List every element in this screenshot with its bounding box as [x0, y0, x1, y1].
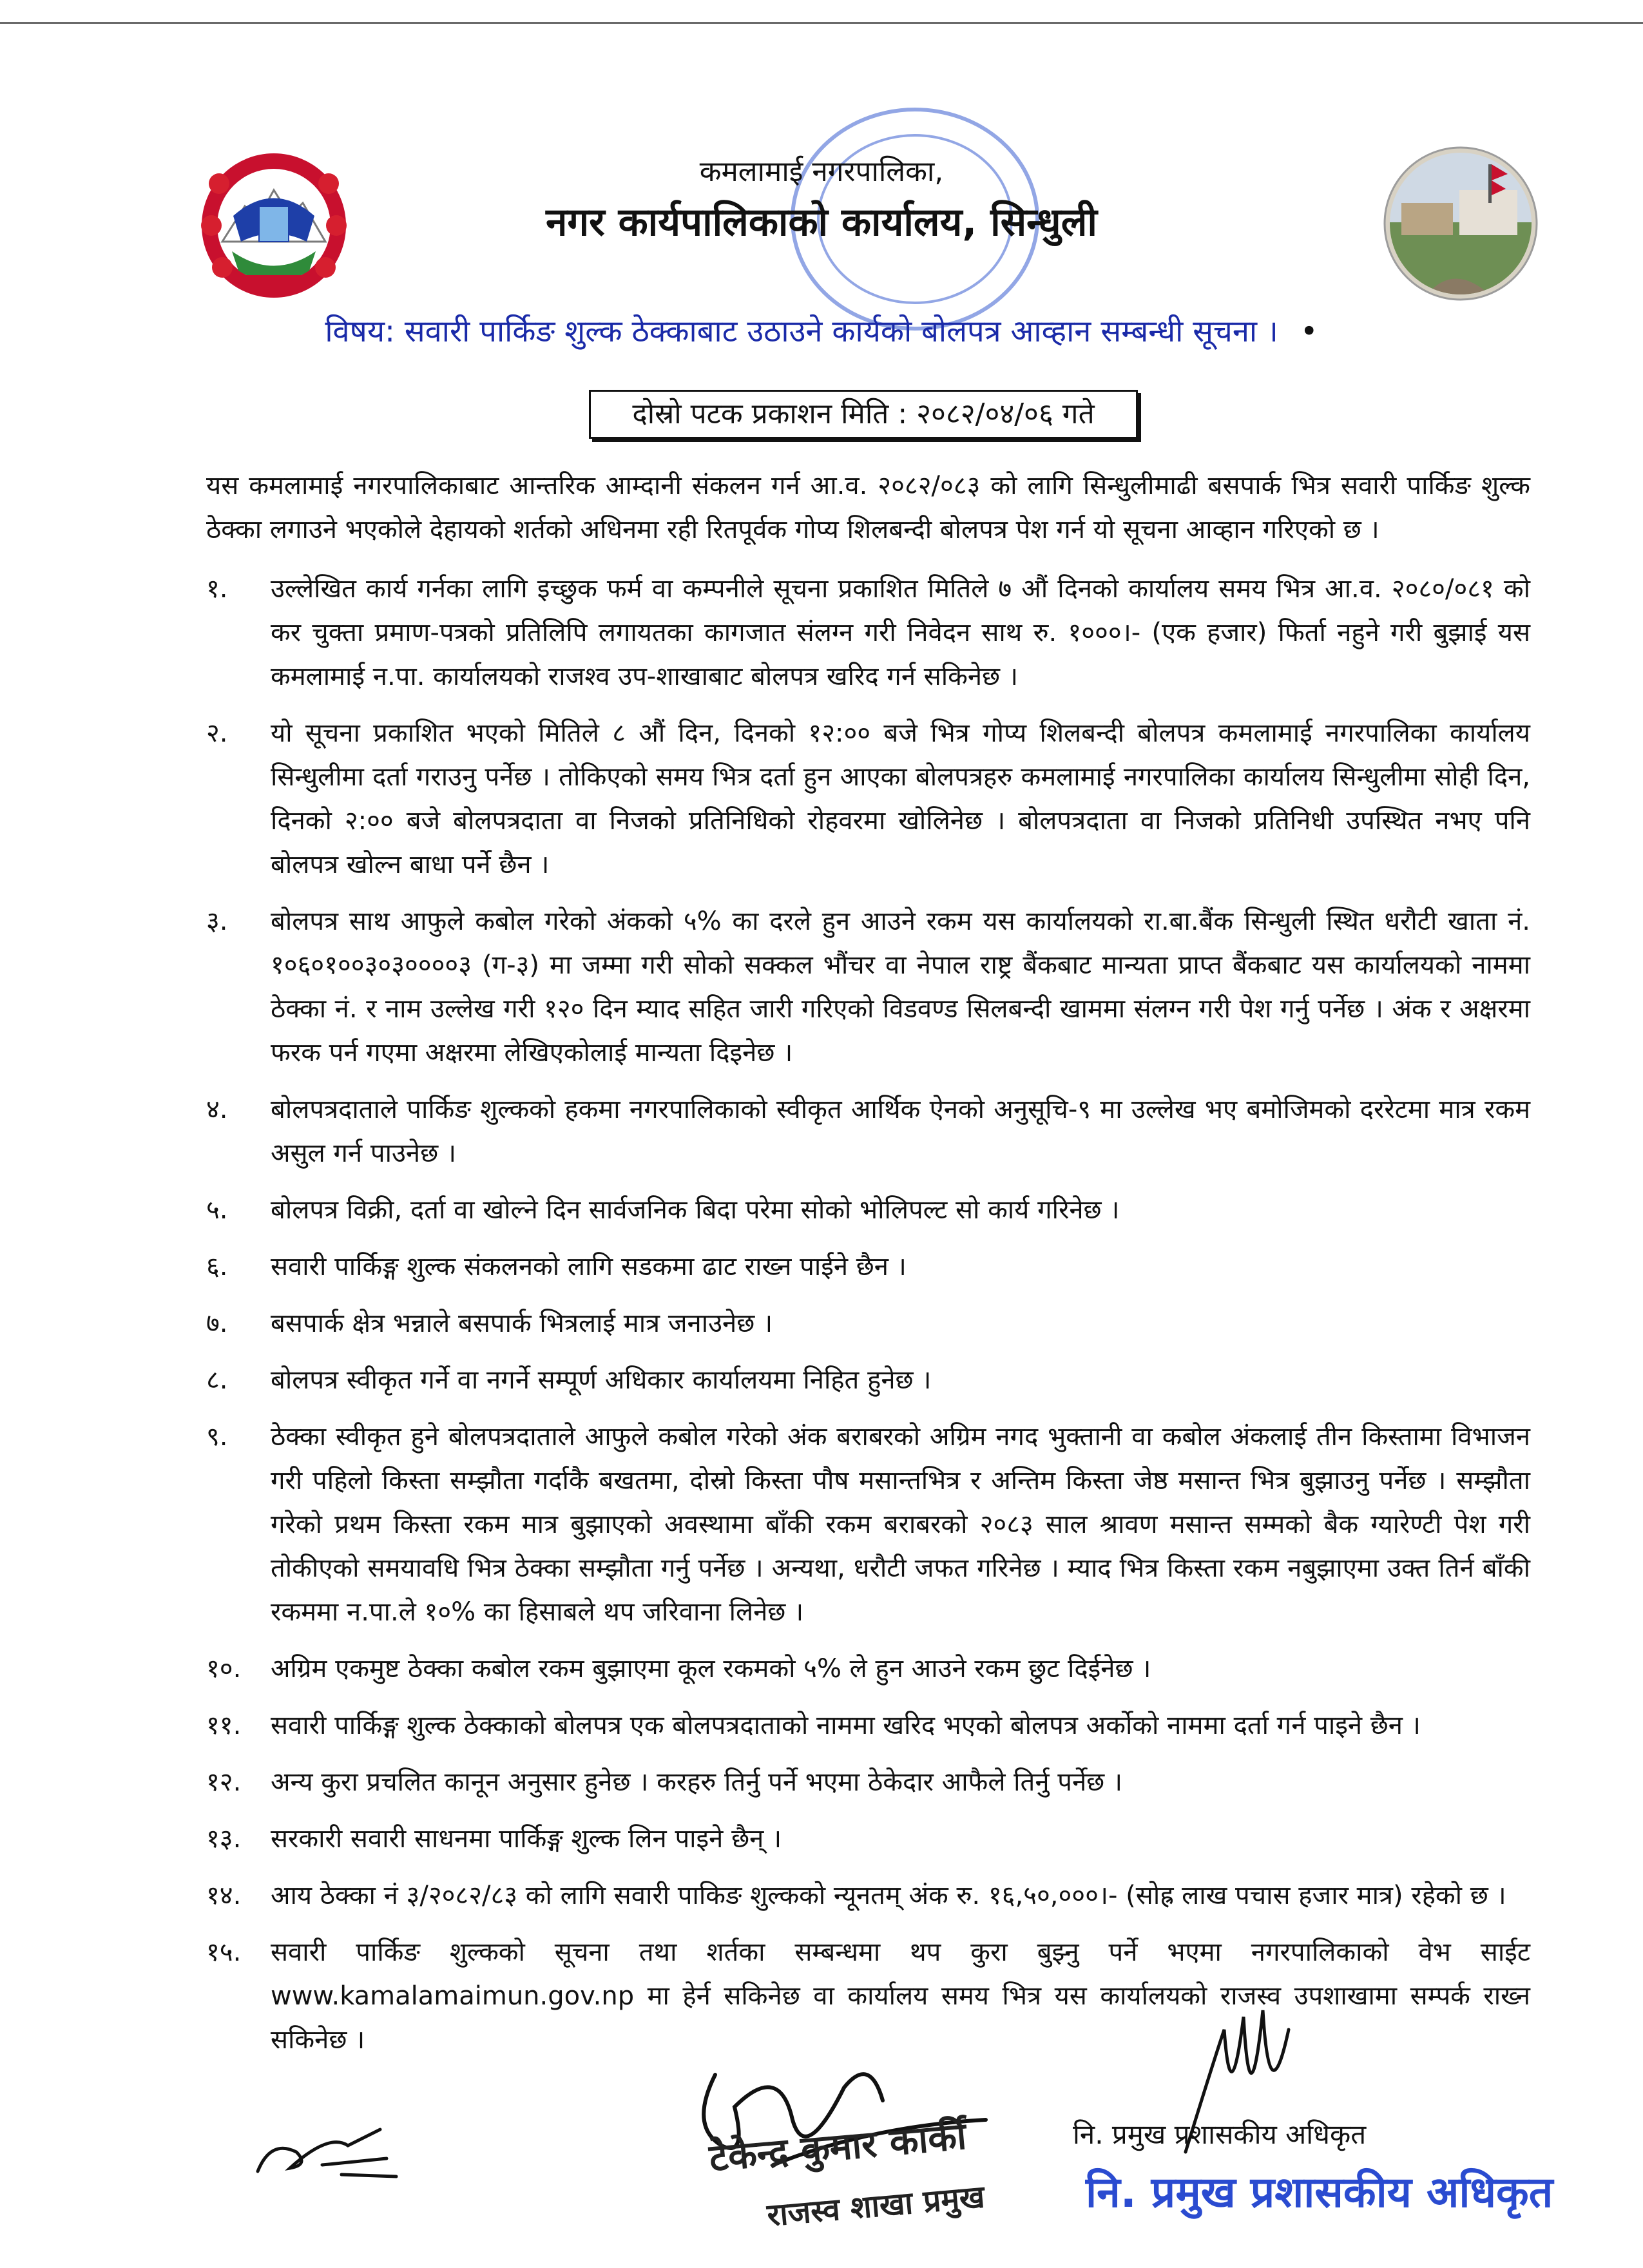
condition-number: १४. — [206, 1881, 242, 1910]
condition-item — [206, 1415, 1530, 1634]
condition-item — [206, 1817, 1530, 1861]
conditions-list — [206, 567, 1530, 2062]
condition-number: २. — [206, 718, 228, 748]
condition-number: १०. — [206, 1654, 242, 1684]
condition-text: सवारी पार्किङ्ग शुल्क ठेक्काको बोलपत्र एक बोलपत्रदाताको नाममा खरिद भएको बोलपत्र अर्कोको नाममा दर्ता गर्न पाइने छैन । — [271, 1711, 1421, 1740]
condition-number: १. — [206, 574, 228, 604]
condition-text: अन्य कुरा प्रचलित कानून अनुसार हुनेछ । करहरु तिर्नु पर्ने भएमा ठेकेदार आफैले तिर्नु पर्नेछ । — [271, 1767, 1123, 1797]
condition-number: ९. — [206, 1422, 228, 1452]
signature-right — [1173, 1991, 1302, 2178]
condition-text: बसपार्क क्षेत्र भन्नाले बसपार्क भित्रलाई मात्र जनाउनेछ । — [271, 1309, 773, 1338]
condition-item — [206, 1704, 1530, 1747]
top-border-line — [0, 22, 1643, 24]
condition-item — [206, 1358, 1530, 1402]
condition-number: ८. — [206, 1365, 228, 1395]
condition-text: बोलपत्र साथ आफुले कबोल गरेको अंकको ५% का दरले हुन आउने रकम यस कार्यालयको रा.बा.बैंक सिन्धुली स्थित धरौटी खाता नं. १०६०१००३०३००००३ (ग-३) मा जम्मा गरी सोको सक्कल भौंचर वा नेपाल राष्ट्र बैंकबाट मान्यता प्राप्त बैंकबाट यस कार्यालयको नाममा ठेक्का नं. र नाम उल्लेख गरी १२० दिन म्याद सहित जारी गरिएको विडवण्ड सिलबन्दी खाममा संलग्न गरी पेश गर्नु पर्नेछ । अंक र अक्षरमा फरक पर्न गएमा अक्षरमा लेखिएकोलाई मान्यता दिइनेछ । — [271, 907, 1530, 1068]
condition-text: यो सूचना प्रकाशित भएको मितिले ८ औं दिन, दिनको १२:०० बजे भित्र गोप्य शिलबन्दी बोलपत्र कमलामाई नगरपालिका कार्यालय सिन्धुलीमा दर्ता गराउनु पर्नेछ । तोकिएको समय भित्र दर्ता हुन आएका बोलपत्रहरु कमलामाई नगरपालिका कार्यालय सिन्धुलीमा सोही दिन, दिनको २:०० बजे बोलपत्रदाता वा निजको प्रतिनिधिको रोहवरमा खोलिनेछ । बोलपत्रदाता वा निजको प्रतिनिधी उपस्थित नभए पनि बोलपत्र खोल्न बाधा पर्ने छैन । — [271, 718, 1530, 879]
condition-number: ७. — [206, 1309, 228, 1338]
condition-text: सरकारी सवारी साधनमा पार्किङ्ग शुल्क लिन पाइने छैन् । — [271, 1824, 782, 1854]
letterhead — [0, 151, 1643, 252]
condition-number: १५. — [206, 1937, 242, 1967]
condition-item — [206, 567, 1530, 698]
notice-body — [206, 464, 1530, 2075]
signatory-title: राजस्व शाखा प्रमुख — [765, 2178, 986, 2234]
condition-text: बोलपत्रदाताले पार्किङ शुल्कको हकमा नगरपालिकाको स्वीकृत आर्थिक ऐनको अनुसूचि-९ मा उल्लेख भए बमोजिमको दररेटमा मात्र रकम असुल गर्न पाउनेछ । — [271, 1095, 1530, 1168]
condition-item — [206, 1647, 1530, 1691]
municipality-name: कमलामाई नगरपालिका, — [699, 155, 944, 188]
condition-text: बोलपत्र विक्री, दर्ता वा खोल्ने दिन सार्वजनिक बिदा परेमा सोको भोलिपल्ट सो कार्य गरिनेछ । — [271, 1195, 1120, 1225]
condition-text: सवारी पार्किङ्ग शुल्क संकलनको लागि सडकमा ढाट राख्न पाईने छैन । — [271, 1252, 907, 1282]
condition-text: आय ठेक्का नं ३/२०८२/८३ को लागि सवारी पाकिङ शुल्कको न्यूनतम् अंक रु. १६,५०,०००।- (सोह्र लाख पचास हजार मात्र) रहेको छ । — [271, 1881, 1506, 1910]
condition-number: १२. — [206, 1767, 242, 1797]
condition-number: ५. — [206, 1195, 228, 1225]
subject-text: विषय: सवारी पार्किङ शुल्क ठेक्काबाट उठाउने कार्यको बोलपत्र आव्हान सम्बन्धी सूचना । — [325, 314, 1278, 349]
condition-item — [206, 1874, 1530, 1917]
signatory-name: टेकेन्द्र कुमार कार्की — [707, 2113, 968, 2180]
signature-left — [251, 2120, 399, 2184]
condition-item — [206, 711, 1530, 887]
condition-number: ११. — [206, 1711, 242, 1740]
condition-text: उल्लेखित कार्य गर्नका लागि इच्छुक फर्म वा कम्पनीले सूचना प्रकाशित मितिले ७ औं दिनको कार्यालय समय भित्र आ.व. २०८०/०८१ को कर चुक्ता प्रमाण-पत्रको प्रतिलिपि लगायतका कागजात संलग्न गरी निवेदन साथ रु. १०००।- (एक हजार) फिर्ता नहुने गरी बुझाई यस कमलामाई न.पा. कार्यालयको राजश्व उप-शाखाबाट बोलपत्र खरिद गर्न सकिनेछ । — [271, 574, 1531, 691]
condition-text: ठेक्का स्वीकृत हुने बोलपत्रदाताले आफुले कबोल गरेको अंक बराबरको अग्रिम नगद भुक्तानी वा कबोल अंकलाई तीन किस्तामा विभाजन गरी पहिलो किस्ता सम्झौता गर्दाकै बखतमा, दोस्रो किस्ता पौष मसान्तभित्र र अन्तिम किस्ता जेष्ठ मसान्त भित्र बुझाउनु पर्नेछ । सम्झौता गरेको प्रथम किस्ता रकम मात्र बुझाएको अवस्थामा बाँकी रकम बराबरको २०८३ साल श्रावण मसान्त सम्मको बैक ग्यारेण्टी पेश गरी तोकीएको समयावधि भित्र ठेक्का सम्झौता गर्नु पर्नेछ । अन्यथा, धरौटी जफत गरिनेछ । म्याद भित्र किस्ता रकम नबुझाएमा उक्त तिर्न बाँकी रकममा न.पा.ले १०% का हिसाबले थप जरिवाना लिनेछ । — [271, 1422, 1530, 1627]
condition-text: बोलपत्र स्वीकृत गर्ने वा नगर्ने सम्पूर्ण अधिकार कार्यालयमा निहित हुनेछ । — [271, 1365, 932, 1395]
condition-number: ३. — [206, 907, 228, 936]
condition-text: सवारी पार्किङ शुल्कको सूचना तथा शर्तका सम्बन्धमा थप कुरा बुझ्नु पर्ने भएमा नगरपालिकाको वेभ साईट www.kamalamaimun.gov.np मा हेर्न सकिनेछ वा कार्यालय समय भित्र यस कार्यालयको राजस्व उपशाखामा सम्पर्क राख्न सकिनेछ । — [271, 1937, 1530, 2055]
officer-designation: नि. प्रमुख प्रशासकीय अधिकृत — [1073, 2119, 1367, 2150]
publication-date-box: दोस्रो पटक प्रकाशन मिति : २०८२/०४/०६ गते — [589, 390, 1138, 439]
condition-item — [206, 1930, 1530, 2062]
condition-number: ४. — [206, 1095, 228, 1124]
subject-mark: • — [1300, 314, 1318, 349]
officer-stamp: नि. प्रमुख प्रशासकीय अधिकृत — [1086, 2167, 1553, 2217]
condition-number: १३. — [206, 1824, 242, 1854]
condition-item — [206, 899, 1530, 1075]
condition-text: अग्रिम एकमुष्ट ठेक्का कबोल रकम बुझाएमा कूल रकमको ५% ले हुन आउने रकम छुट दिईनेछ । — [271, 1654, 1151, 1684]
condition-item — [206, 1088, 1530, 1175]
subject-line — [0, 309, 1643, 351]
condition-item — [206, 1245, 1530, 1289]
condition-item — [206, 1760, 1530, 1804]
condition-number: ६. — [206, 1252, 228, 1282]
intro-paragraph: यस कमलामाई नगरपालिकाबाट आन्तरिक आम्दानी संकलन गर्न आ.व. २०८२/०८३ को लागि सिन्धुलीमाढी बसपार्क भित्र सवारी पार्किङ शुल्क ठेक्का लगाउने भएकोले देहायको शर्तको अधिनमा रही रितपूर्वक गोप्य शिलबन्दी बोलपत्र पेश गर्न यो सूचना आव्हान गरिएको छ । — [206, 471, 1530, 544]
condition-item — [206, 1302, 1530, 1345]
office-name: नगर कार्यपालिकाको कार्यालय, सिन्धुली — [546, 200, 1097, 245]
condition-item — [206, 1188, 1530, 1232]
